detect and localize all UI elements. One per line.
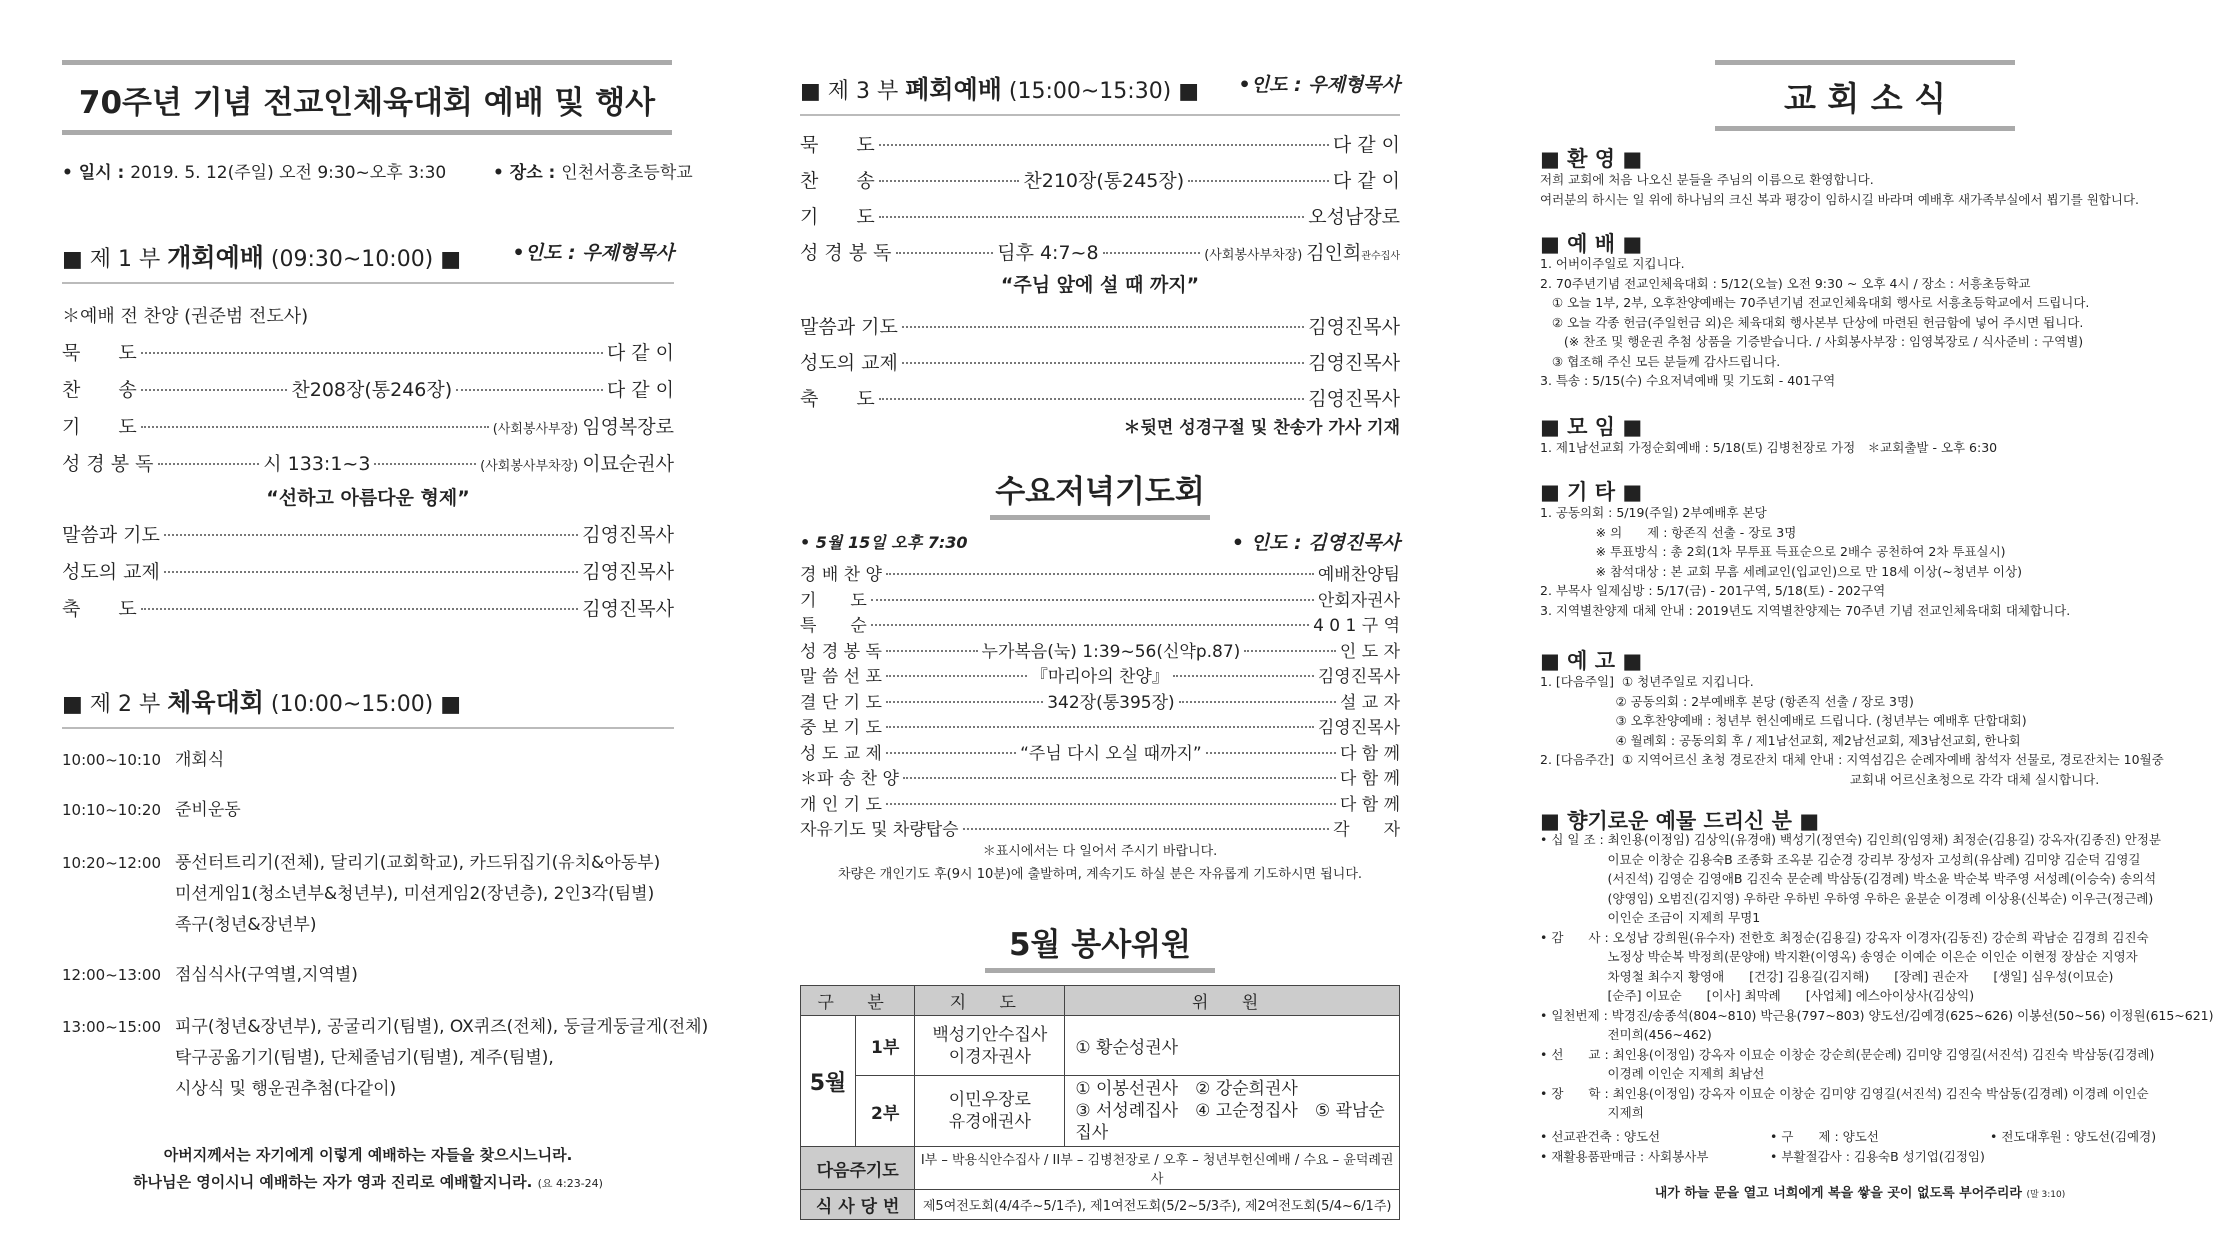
order-value: 인 도 자 xyxy=(1339,641,1400,662)
offer-line: [순주] 이묘순 [이사] 최막례 [사업체] 에스아이상사(김상익) xyxy=(1540,988,1975,1003)
offer-tail-row xyxy=(1540,1127,2180,1147)
order-row xyxy=(800,238,1400,265)
order-row xyxy=(62,412,674,439)
schedule-desc-line: 개회식 xyxy=(175,750,225,770)
leader-dots xyxy=(871,599,1314,601)
verse-ref: (요 4:23-24) xyxy=(537,1177,603,1190)
leader-dots xyxy=(886,726,1314,728)
order-row xyxy=(62,557,674,584)
order-label: ＊파 송 찬 양 xyxy=(800,769,899,789)
duty-next-row xyxy=(801,1147,1400,1190)
offer-tail-cell: • 전도대후원 : 양도선(김예경) xyxy=(1990,1129,2157,1144)
offer-line: • 십 일 조 : 최인용(이정임) 김상익(유경애) 백성기(정연숙) 김인희(임영채) 최정순(김용길) 강옥자(김종진) 안정분 xyxy=(1540,832,2161,847)
leader-dots xyxy=(896,252,994,254)
schedule-desc-line: 풍선터트리기(전체), 달리기(교회학교), 카드뒤집기(유치&아동부) xyxy=(175,853,661,873)
leader-dots xyxy=(903,777,1336,779)
leader-dots xyxy=(141,426,489,428)
schedule-desc-line: 미션게임1(청소년부&청년부), 미션게임2(장년층), 2인3각(팀별) xyxy=(175,884,655,904)
duty-next-label: 다음주기도 xyxy=(801,1147,915,1190)
right-verse-ref: (말 3:10) xyxy=(2026,1190,2066,1200)
order-value: 김영진목사 xyxy=(582,524,674,546)
verse-line2: 하나님은 영이시니 예배하는 자가 영과 진리로 예배할지니라. xyxy=(133,1173,533,1191)
order-row xyxy=(800,662,1400,687)
order-row xyxy=(800,166,1400,193)
duty-part-2: 2부 xyxy=(856,1076,915,1147)
leader-dots xyxy=(456,389,603,391)
part3-name: 폐회예배 xyxy=(905,75,1002,104)
order-detail: “주님 다시 오실 때까지” xyxy=(1020,743,1202,764)
leader-dots xyxy=(879,216,1305,218)
leader-dots xyxy=(158,463,260,465)
duty-month: 5월 xyxy=(801,1016,856,1147)
order-row xyxy=(800,764,1400,789)
order-row xyxy=(800,713,1400,738)
duty-meal-label: 식 사 당 번 xyxy=(801,1190,915,1220)
order-label: 축 도 xyxy=(800,388,875,410)
order-label: 성도의 교제 xyxy=(800,352,898,374)
offer-line: 노정상 박순복 박정희(문양애) 박지환(이영옥) 송영순 이예순 이은순 이인순 이현정 장삼순 지영자 xyxy=(1540,949,2138,964)
order-label: 특 순 xyxy=(800,616,867,636)
offer-line: • 일천번제 : 박경진/송종석(804~810) 박근용(797~803) 양도선/김예경(625~626) 이봉선(50~56) 이정원(615~621) xyxy=(1540,1007,2214,1023)
schedule-time: 12:00~13:00 xyxy=(62,966,162,984)
duty-head-0: 구 분 xyxy=(801,986,915,1016)
offer-line: • 장 학 : 최인용(이정임) 강옥자 이묘순 이창순 김미양 김영길(서진석) 김진숙 박삼동(김경례) 이경례 이인순 xyxy=(1540,1085,2149,1101)
order-row xyxy=(800,384,1400,411)
verse-line1: 아버지께서는 자기에게 이렇게 예배하는 자들을 찾으시느니라. xyxy=(163,1146,573,1164)
place-label: • 장소 : xyxy=(493,163,562,183)
notice-line: ② 공동의회 : 2부예배후 본당 (항존직 선출 / 장로 3명) xyxy=(1540,693,1914,709)
leader-dots xyxy=(886,675,1027,677)
leader-dots xyxy=(141,389,288,391)
part3-heading xyxy=(800,70,1400,106)
etc-line: 3. 지역별찬양제 대체 안내 : 2019년도 지역별찬양제는 70주년 기념 전교인체육대회 대체합니다. xyxy=(1540,602,2071,618)
duty-part-1: 1부 xyxy=(856,1016,915,1076)
offer-line: • 감 사 : 오성남 강희원(유수자) 전한호 최정순(김용길) 강옥자 이경자(김동진) 강순희 곽남순 김경희 김진숙 xyxy=(1540,929,2149,945)
leader-dots xyxy=(374,463,476,465)
duty-title: 5월 봉사위원 xyxy=(985,915,1215,973)
order-row xyxy=(62,375,674,402)
order-note: (사회봉사부차장) xyxy=(480,459,579,474)
leader-dots xyxy=(164,534,578,536)
etc-line: ※ 참석대상 : 본 교회 무흠 세례교인(입교인)으로 만 18세 이상(~청년부 이상) xyxy=(1540,563,2022,579)
order-value: 임영복장로 xyxy=(582,416,674,438)
offer-line: 차영철 최수지 황영애 [건강] 김용길(김지해) [장례] 권순자 [생일] 심우성(이묘순) xyxy=(1540,968,2114,984)
order-value: 다 함 께 xyxy=(1339,743,1401,764)
order-detail: 시 133:1~3 xyxy=(263,453,371,475)
duty-leaders-2 xyxy=(915,1076,1065,1147)
duty-leader: 이경자권사 xyxy=(948,1046,1031,1067)
etc-line: ※ 의 제 : 항존직 선출 - 장로 3명 xyxy=(1540,524,1797,540)
etc-line: ※ 투표방식 : 총 2회(1차 무투표 득표순으로 2배수 공천하여 2차 투표실시) xyxy=(1540,544,2006,559)
order-value: 오성남장로 xyxy=(1308,206,1400,228)
order-detail: 딤후 4:7~8 xyxy=(997,242,1099,264)
order-label: 결 단 기 도 xyxy=(800,692,882,713)
offer-tail-cell: • 구 제 : 양도선 xyxy=(1770,1129,1879,1144)
worship-line: 2. 70주년기념 전교인체육대회 : 5/12(오늘) 오전 9:30 ~ 오후 4시 / 장소 : 서흥초등학교 xyxy=(1540,275,2031,291)
order-row xyxy=(800,560,1400,585)
wed-note1: ＊표시에서는 다 일어서 주시기 바랍니다. xyxy=(982,844,1218,859)
order-row xyxy=(800,790,1400,815)
offer-line: 이묘순 이창순 김용숙B 조종화 조옥분 김순경 강리부 장성자 고성희(유삼례) 김미양 김순덕 김영길 xyxy=(1540,851,2141,867)
schedule-time: 10:00~10:10 xyxy=(62,751,162,769)
offer-tail-row xyxy=(1540,1147,2180,1167)
news-title: 교 회 소 식 xyxy=(1784,79,1946,118)
schedule-desc xyxy=(175,795,241,826)
leader-dots xyxy=(1244,650,1336,652)
leader-dots xyxy=(886,650,978,652)
part1-heading xyxy=(62,238,674,274)
order-value: 예배찬양팀 xyxy=(1317,565,1400,585)
order-label: 축 도 xyxy=(62,598,137,620)
offer-tail-cell: • 부활절감사 : 김용숙B 성기업(김정임) xyxy=(1770,1148,1985,1164)
news-title-box xyxy=(1715,60,2015,131)
order-value: 김영진목사 xyxy=(1308,388,1400,410)
duty-table xyxy=(800,985,1400,1220)
leader-dots xyxy=(141,608,579,610)
notice-line: 교회내 어르신초청으로 각각 대체 실시합니다. xyxy=(1540,771,2100,787)
order-row xyxy=(800,815,1400,840)
leader-dots xyxy=(141,352,603,354)
order-detail: 342장(통395장) xyxy=(1047,692,1175,713)
schedule-desc-line: 족구(청년&장년부) xyxy=(175,915,317,935)
leader-dots xyxy=(963,828,1330,830)
date-label: • 일시 : xyxy=(62,163,131,183)
order-label: 기 도 xyxy=(62,416,137,438)
order-value: 김영진목사 xyxy=(582,561,674,583)
wed-title-box xyxy=(990,462,1210,520)
etc-heading: ■ 기 타 ■ xyxy=(1540,480,1643,504)
schedule-desc-line: 탁구공옮기기(팀별), 단체줄넘기(팀별), 계주(팀별), xyxy=(175,1048,554,1068)
offer-line: 이경례 이인순 지제희 최남선 xyxy=(1540,1066,1765,1081)
order-label: 성 경 봉 독 xyxy=(800,641,882,662)
leader-dots xyxy=(1206,752,1336,754)
schedule-desc xyxy=(175,1012,708,1105)
order-row xyxy=(800,739,1400,764)
etc-line: 2. 부목사 일제심방 : 5/17(금) - 201구역, 5/18(토) - 202구역 xyxy=(1540,583,1886,598)
order-value: 설 교 자 xyxy=(1339,692,1401,713)
order-row xyxy=(62,338,674,365)
offer-heading: ■ 향기로운 예물 드리신 분 ■ xyxy=(1540,809,1820,833)
notice-line: 2. [다음주간] ① 지역어르신 초청 경로잔치 대체 안내 : 지역섬김은 순례자예배 참석자 선물로, 경로잔치는 10월중 xyxy=(1540,752,2164,767)
worship-line: ② 오늘 각종 헌금(주일헌금 외)은 체육대회 행사본부 단상에 마련된 헌금함에 넣어 주시면 됩니다. xyxy=(1540,314,2084,330)
order-value: 다 같 이 xyxy=(606,379,674,401)
order-row xyxy=(800,637,1400,662)
order-row xyxy=(800,611,1400,636)
notice-line: ③ 오후찬양예배 : 청년부 헌신예배로 드립니다. (청년부는 예배후 단합대회) xyxy=(1540,713,2027,728)
worship-heading: ■ 예 배 ■ xyxy=(1540,232,1643,256)
order-value: 안회자권사 xyxy=(1317,590,1400,611)
part2-name: 체육대회 xyxy=(167,688,264,717)
welcome-line: 여러분의 하시는 일 위에 하나님의 크신 복과 평강이 임하시길 바라며 예배후 새가족부실에서 뵙기를 원합니다. xyxy=(1540,191,2140,207)
notice-text xyxy=(1540,672,2164,789)
offer-line: (양영임) 오범진(김지영) 우하란 우하빈 우하영 우하은 윤분순 이경례 이상용(신복순) 이우근(정근례) xyxy=(1540,890,2154,906)
schedule-desc xyxy=(175,848,660,941)
order-value: 김영진목사 xyxy=(1317,718,1400,738)
schedule-desc-line: 피구(청년&장년부), 공굴리기(팀별), OX퀴즈(전체), 둥글게둥글게(전체) xyxy=(175,1017,709,1037)
schedule-desc xyxy=(175,745,224,776)
order-row xyxy=(800,202,1400,229)
leader-dots xyxy=(164,571,578,573)
leader-dots xyxy=(1103,252,1201,254)
duty-head-2: 위 원 xyxy=(1065,986,1400,1016)
order-label: 성 경 봉 독 xyxy=(62,453,154,475)
offer-line: 지제희 xyxy=(1540,1105,1644,1120)
offer-text xyxy=(1540,830,2214,1123)
right-column xyxy=(1530,0,2214,1240)
sermon1-title: “선하고 아름다운 형제” xyxy=(266,487,470,509)
part3-prefix: ■ 제 3 부 xyxy=(800,79,906,104)
offer-line: (서진석) 김영순 김영애B 김진숙 문순례 박삼동(김경례) 박소윤 박순복 박주영 서성례(이승숙) 송의석 xyxy=(1540,871,2157,886)
order-row xyxy=(800,348,1400,375)
duty-members-1 xyxy=(1065,1016,1400,1076)
order-detail: 『마리아의 찬양』 xyxy=(1030,667,1169,687)
part1-name: 개회예배 xyxy=(167,243,264,272)
welcome-heading: ■ 환 영 ■ xyxy=(1540,147,1643,171)
duty-members-2 xyxy=(1065,1076,1400,1147)
order-value: 김영진목사 xyxy=(1308,352,1400,374)
order-label: 찬 송 xyxy=(62,379,137,401)
order-value: 김영진목사 xyxy=(1308,316,1400,338)
order-value: 각 자 xyxy=(1333,820,1400,840)
order-label: 성 도 교 제 xyxy=(800,743,882,764)
worship-text xyxy=(1540,254,2089,391)
offer-line: • 선 교 : 최인용(이정임) 강옥자 이묘순 이창순 강순희(문순례) 김미양 김영길(서진석) 김진숙 박삼동(김경례) xyxy=(1540,1046,2155,1062)
schedule-time: 10:10~10:20 xyxy=(62,801,162,819)
right-verse-text: 내가 하늘 문을 열고 너희에게 복을 쌓을 곳이 없도록 부어주리라 xyxy=(1654,1186,2022,1201)
order-row xyxy=(62,594,674,621)
place-value: 인천서흥초등학교 xyxy=(561,163,693,183)
order-label: 성도의 교제 xyxy=(62,561,160,583)
part2-prefix: ■ 제 2 부 xyxy=(62,692,168,717)
duty-leader: 이민우장로 xyxy=(948,1090,1031,1110)
offer-tail-cell: • 선교관건축 : 양도선 xyxy=(1540,1129,1661,1144)
wed-title: 수요저녁기도회 xyxy=(990,462,1210,520)
order-value: 4 0 1 구 역 xyxy=(1313,616,1400,636)
order-label: 기 도 xyxy=(800,590,867,611)
duty-row-2 xyxy=(801,1076,1400,1147)
part2-heading xyxy=(62,683,674,719)
duty-head-1: 지 도 xyxy=(915,986,1065,1016)
order-label: 성 경 봉 독 xyxy=(800,242,892,264)
part1-prefix: ■ 제 1 부 xyxy=(62,247,168,272)
order-row xyxy=(800,130,1400,157)
duty-member: ① 황순성권사 xyxy=(1075,1038,1179,1058)
worship-line: ① 오늘 1부, 2부, 오후찬양예배는 70주년기념 전교인체육대회 행사로 서흥초등학교에서 드립니다. xyxy=(1540,295,2090,310)
duty-member: ③ 서성례집사 ④ 고순정집사 ⑤ 곽남순집사 xyxy=(1075,1101,1385,1143)
event-info xyxy=(62,158,693,183)
order-row xyxy=(62,449,674,476)
etc-line: 1. 공동의회 : 5/19(주일) 2부예배후 본당 xyxy=(1540,505,1767,520)
leader-dots xyxy=(1188,180,1329,182)
welcome-line: 저희 교회에 처음 나오신 분들을 주님의 이름으로 환영합니다. xyxy=(1540,172,1874,187)
order-value: 다 같 이 xyxy=(1332,134,1400,156)
order-label: 말씀과 기도 xyxy=(62,524,160,546)
schedule-desc-line: 준비운동 xyxy=(175,800,241,820)
order-value: 김인희 xyxy=(1306,242,1362,264)
duty-meal-row xyxy=(801,1190,1400,1220)
verse-block xyxy=(62,1142,674,1197)
part1-leader: •인도 : 우제형목사 xyxy=(512,242,674,264)
order-label: 찬 송 xyxy=(800,170,875,192)
order-label: 자유기도 및 차량탑승 xyxy=(800,820,959,840)
note3: ＊뒷면 성경구절 및 찬송가 가사 기재 xyxy=(1123,418,1400,438)
part3-leader: •인도 : 우제형목사 xyxy=(1238,74,1400,96)
offer-line: 전미희(456~462) xyxy=(1540,1027,1712,1042)
order-label: 말씀과 기도 xyxy=(800,316,898,338)
leader-dots xyxy=(879,144,1329,146)
order-row xyxy=(62,520,674,547)
leader-dots xyxy=(886,803,1336,805)
welcome-text xyxy=(1540,170,2139,209)
leader-dots xyxy=(902,362,1304,364)
order-label: 중 보 기 도 xyxy=(800,718,882,738)
order-row xyxy=(800,586,1400,611)
leader-dots xyxy=(879,398,1305,400)
leader-dots xyxy=(902,326,1304,328)
leader-dots xyxy=(886,573,1314,575)
order-value: 다 같 이 xyxy=(1332,170,1400,192)
worship-line: ③ 협조해 주신 모든 분들께 감사드립니다. xyxy=(1540,353,1781,369)
order-label: 경 배 찬 양 xyxy=(800,565,882,585)
order-value: 다 같 이 xyxy=(606,342,674,364)
order-note: (사회봉사부차장) xyxy=(1204,248,1303,263)
duty-leaders-1 xyxy=(915,1016,1065,1076)
schedule-time: 13:00~15:00 xyxy=(62,1018,162,1036)
order-value: 김영진목사 xyxy=(1317,667,1400,687)
page-title xyxy=(62,60,672,135)
order-label: 묵 도 xyxy=(62,342,137,364)
leader-dots xyxy=(879,180,1020,182)
schedule-desc-line: 시상식 및 행운권추첨(다같이) xyxy=(175,1079,397,1099)
notice-line: ④ 월례회 : 공동의회 후 / 제1남선교회, 제2남선교회, 제3남선교회, 한나회 xyxy=(1540,732,2021,748)
order-value-suffix: 관수집사 xyxy=(1361,251,1400,262)
duty-header-row xyxy=(801,986,1400,1016)
duty-meal: 제5여전도회(4/4주~5/1주), 제1여전도회(5/2~5/3주), 제2여전도회(5/4~6/1주) xyxy=(915,1190,1400,1220)
part3-time: (15:00~15:30) ■ xyxy=(1001,79,1200,104)
leader-dots xyxy=(871,624,1309,626)
leader-dots xyxy=(1179,701,1336,703)
order-value: 김영진목사 xyxy=(582,598,674,620)
duty-member: ① 이봉선권사 ② 강순희권사 xyxy=(1075,1079,1298,1099)
etc-text xyxy=(1540,503,2070,620)
order-value: 다 함 께 xyxy=(1339,769,1400,789)
order-label: 기 도 xyxy=(800,206,875,228)
duty-row-1 xyxy=(801,1016,1400,1076)
duty-next: I부 – 박용식안수집사 / II부 – 김병천장로 / 오후 – 청년부헌신예배 / 수요 – 윤덕례권사 xyxy=(915,1147,1400,1190)
part1-time: (09:30~10:00) ■ xyxy=(263,247,462,272)
order-row xyxy=(800,688,1400,713)
notice-heading: ■ 예 고 ■ xyxy=(1540,649,1643,673)
wed-time: • 5월 15일 오후 7:30 xyxy=(800,533,968,552)
order-row xyxy=(800,312,1400,339)
offer-tail-cell: • 재활용품판매금 : 사회봉사부 xyxy=(1540,1148,1709,1164)
part2-time: (10:00~15:00) ■ xyxy=(263,692,462,717)
right-verse xyxy=(1540,1182,2180,1201)
notice-line: 1. [다음주일] ① 청년주일로 지킵니다. xyxy=(1540,674,1754,689)
leader-dots xyxy=(886,752,1016,754)
order-label: 개 인 기 도 xyxy=(800,794,882,815)
meeting-text xyxy=(1540,438,1997,458)
meeting-line: 1. 제1남선교회 가정순회예배 : 5/18(토) 김병천장로 가정 ＊교회출발 - 오후 6:30 xyxy=(1540,440,1998,455)
meeting-heading: ■ 모 임 ■ xyxy=(1540,415,1643,439)
date-value: 2019. 5. 12(주일) 오전 9:30~오후 3:30 xyxy=(130,163,447,183)
worship-line: 1. 어버이주일로 지킵니다. xyxy=(1540,256,1685,271)
schedule-time: 10:20~12:00 xyxy=(62,854,162,872)
order-label: 묵 도 xyxy=(800,134,875,156)
wed-notes xyxy=(800,840,1400,886)
duty-leader: 백성기안수집사 xyxy=(932,1024,1048,1045)
wed-leader: • 인도 : 김영진목사 xyxy=(1231,532,1400,554)
offer-line: 이인순 조금이 지제희 무명1 xyxy=(1540,910,1761,925)
order-detail: 찬208장(통246장) xyxy=(291,379,453,401)
order-note: (사회봉사부장) xyxy=(492,422,579,437)
order-detail: 누가복음(눅) 1:39~56(신약p.87) xyxy=(981,641,1241,662)
title-text: 70주년 기념 전교인체육대회 예배 및 행사 xyxy=(78,85,656,121)
duty-leader: 유경애권사 xyxy=(948,1112,1031,1132)
wed-note2: 차량은 개인기도 후(9시 10분)에 출발하며, 계속기도 하실 분은 자유롭게 기도하시면 됩니다. xyxy=(837,867,1363,882)
worship-line: 3. 특송 : 5/15(수) 수요저녁예배 및 기도회 - 401구역 xyxy=(1540,373,1836,388)
pre-praise: ＊예배 전 찬양 (권준범 전도사) xyxy=(62,306,309,327)
worship-line: (※ 찬조 및 행운권 추첨 상품을 기증받습니다. / 사회봉사부장 : 임영복장로 / 식사준비 : 구역별) xyxy=(1540,334,2084,349)
duty-title-box xyxy=(985,915,1215,973)
schedule-desc xyxy=(175,960,358,991)
leader-dots xyxy=(886,701,1043,703)
order-detail: 찬210장(통245장) xyxy=(1023,170,1185,192)
sermon3-title: “주님 앞에 설 때 까지” xyxy=(1000,274,1200,296)
offer-tail-cell xyxy=(1990,1147,2180,1167)
order-value: 이묘순권사 xyxy=(582,453,674,475)
offer-tail xyxy=(1540,1127,2180,1166)
schedule-desc-line: 점심식사(구역별,지역별) xyxy=(175,965,358,985)
leader-dots xyxy=(1173,675,1314,677)
order-label: 말 씀 선 포 xyxy=(800,667,882,687)
order-value: 다 함 께 xyxy=(1339,794,1400,815)
